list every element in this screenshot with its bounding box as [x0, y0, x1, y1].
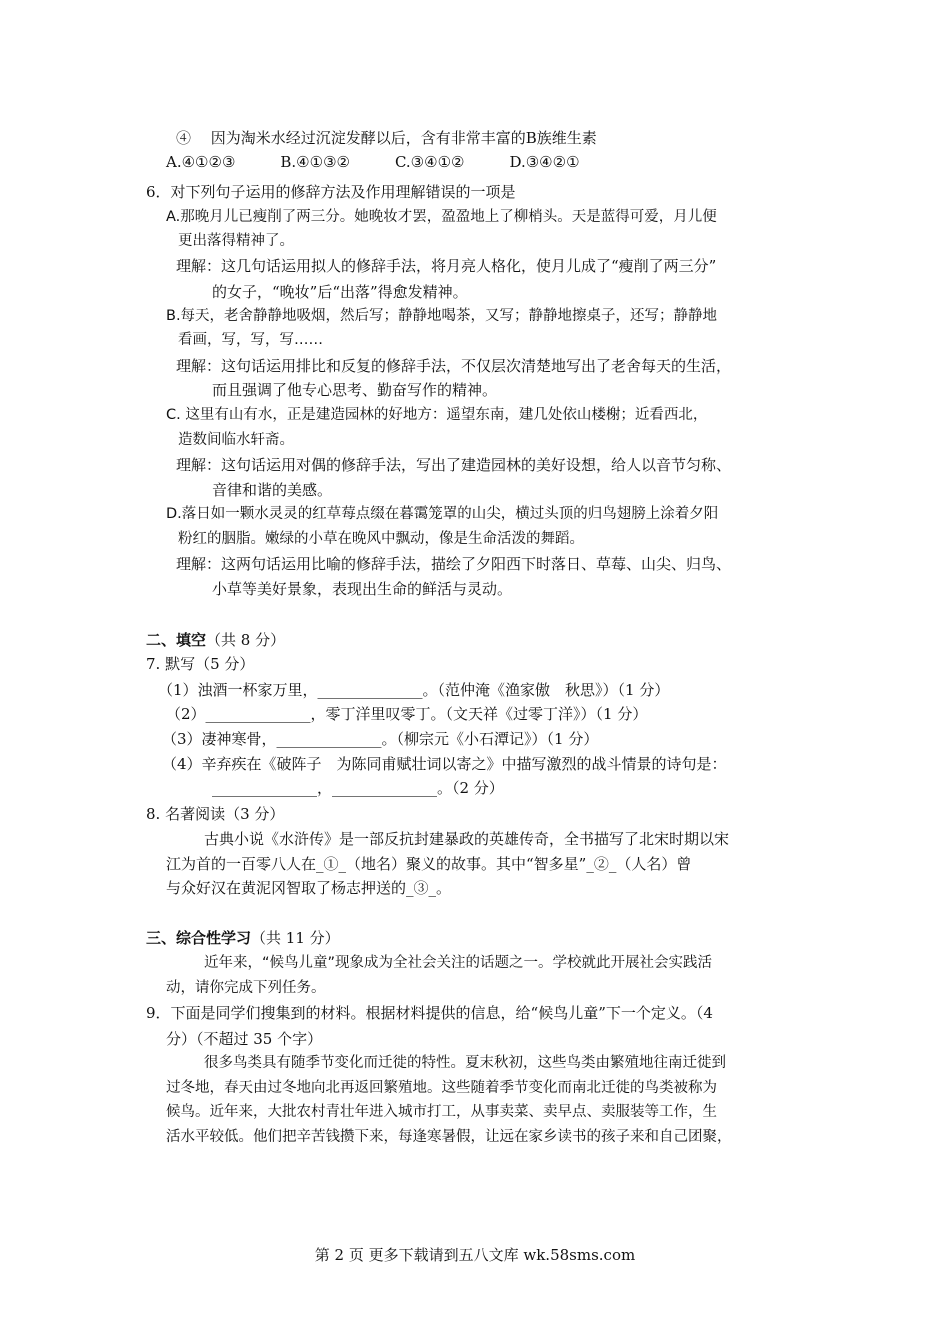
q7-line3: （3）凄神寒骨，______________。（柳宗元《小石潭记》）（1 分） [162, 730, 599, 748]
q6-a-explanation-line1: 理解：这几句话运用拟人的修辞手法，将月亮人格化，使月儿成了“瘦削了两三分” [176, 257, 717, 275]
q6-option-c-line1: C. 这里有山有水，正是建造园林的好地方：遥望东南，建几处依山楼榭；近看西北， [166, 407, 708, 423]
page-footer: 第 2 页 更多下载请到五八文库 wk.58sms.com [314, 1246, 636, 1264]
q9-line2: 分）（不超过 35 个字） [166, 1030, 323, 1048]
q9-material-line1: 很多鸟类具有随季节变化而迁徙的特性。夏末秋初，这些鸟类由繁殖地往南迁徙到 [204, 1055, 726, 1071]
q7-line2: （2）______________，零丁洋里叹零丁。（文天祥《过零丁洋》）（1 分） [166, 705, 648, 723]
section3-heading [146, 928, 340, 948]
section3-intro-line2: 动，请你完成下列任务。 [166, 980, 326, 996]
q6-c-explanation-line1: 理解：这句话运用对偶的修辞手法，写出了建造园林的美好设想，给人以音节匀称、 [176, 456, 732, 474]
q9-line1: 9．下面是同学们搜集到的材料。根据材料提供的信息，给“候鸟儿童”下一个定义。（4 [146, 1004, 713, 1022]
q5-options: A.④①②③ B.④①③② C.③④①② D.③④②① [166, 153, 580, 171]
section2-score: （共 8 分） [206, 631, 286, 649]
q6-option-c-line2: 造数间临水轩斋。 [178, 432, 294, 448]
q7-line5: ______________，______________。（2 分） [212, 779, 504, 797]
q6-d-explanation-line2: 小草等美好景象，表现出生命的鲜活与灵动。 [212, 580, 513, 598]
section2-title: 二、填空 [146, 631, 207, 649]
q6-option-b-line1: B.每天，老舍静静地吸烟，然后写；静静地喝茶，又写；静静地擦桌子，还写；静静地 [166, 308, 718, 324]
q6-stem: 6．对下列句子运用的修辞方法及作用理解错误的一项是 [146, 183, 516, 201]
section3-score: （共 11 分） [251, 929, 340, 947]
section3-intro-line1: 近年来，“候鸟儿童”现象成为全社会关注的话题之一。学校就此开展社会实践活 [204, 955, 713, 971]
q6-b-explanation-line2: 而且强调了他专心思考、勤奋写作的精神。 [212, 381, 498, 399]
q6-option-d-line2: 粉红的胭脂。嫩绿的小草在晚风中飘动，像是生命活泼的舞蹈。 [178, 531, 584, 547]
q8-para-line2: 江为首的一百零八人在_①_（地名）聚义的故事。其中“智多星”_②_（人名）曾 [166, 855, 692, 873]
q6-option-a-line2: 更出落得精神了。 [178, 233, 294, 249]
q7-heading: 7. 默写（5 分） [146, 655, 255, 673]
q8-para-line3: 与众好汉在黄泥冈智取了杨志押送的_③_。 [166, 879, 452, 897]
q6-a-explanation-line2: 的女子，“晚妆”后“出落”得愈发精神。 [212, 283, 468, 301]
q6-d-explanation-line1: 理解：这两句话运用比喻的修辞手法，描绘了夕阳西下时落日、草莓、山尖、归鸟、 [176, 555, 732, 573]
q7-line4: （4）辛弃疾在《破阵子 为陈同甫赋壮词以寄之》中描写激烈的战斗情景的诗句是： [162, 755, 727, 773]
q5-item-4: ④ 因为淘米水经过沉淀发酵以后，含有非常丰富的B族维生素 [176, 129, 597, 147]
q9-material-line4: 活水平较低。他们把辛苦钱攒下来，每逢寒暑假，让远在家乡读书的孩子来和自己团聚， [166, 1129, 732, 1145]
q6-option-b-line2: 看画，写，写，写…… [178, 332, 323, 348]
section3-title: 三、综合性学习 [146, 929, 252, 947]
q7-line1: （1）浊酒一杯家万里，______________。（范仲淹《渔家傲 秋思》）（1 分） [158, 681, 670, 699]
q6-option-a-line1: A.那晚月儿已瘦削了两三分。她晚妆才罢，盈盈地上了柳梢头。天是蓝得可爱，月儿便 [166, 209, 717, 225]
section2-heading [146, 630, 285, 650]
q9-material-line3: 候鸟。近年来，大批农村青壮年进入城市打工，从事卖菜、卖早点、卖服装等工作，生 [166, 1104, 717, 1120]
q6-c-explanation-line2: 音律和谐的美感。 [212, 481, 333, 499]
q6-b-explanation-line1: 理解：这句话运用排比和反复的修辞手法，不仅层次清楚地写出了老舍每天的生活， [176, 357, 732, 375]
q6-option-d-line1: D.落日如一颗水灵灵的红草莓点缀在暮霭笼罩的山尖，横过头顶的归鸟翅膀上涂着夕阳 [166, 506, 719, 522]
q9-material-line2: 过冬地，春天由过冬地向北再返回繁殖地。这些随着季节变化而南北迁徙的鸟类被称为 [166, 1080, 717, 1096]
q8-para-line1: 古典小说《水浒传》是一部反抗封建暴政的英雄传奇，全书描写了北宋时期以宋 [204, 830, 730, 848]
q8-heading: 8. 名著阅读（3 分） [146, 805, 285, 823]
